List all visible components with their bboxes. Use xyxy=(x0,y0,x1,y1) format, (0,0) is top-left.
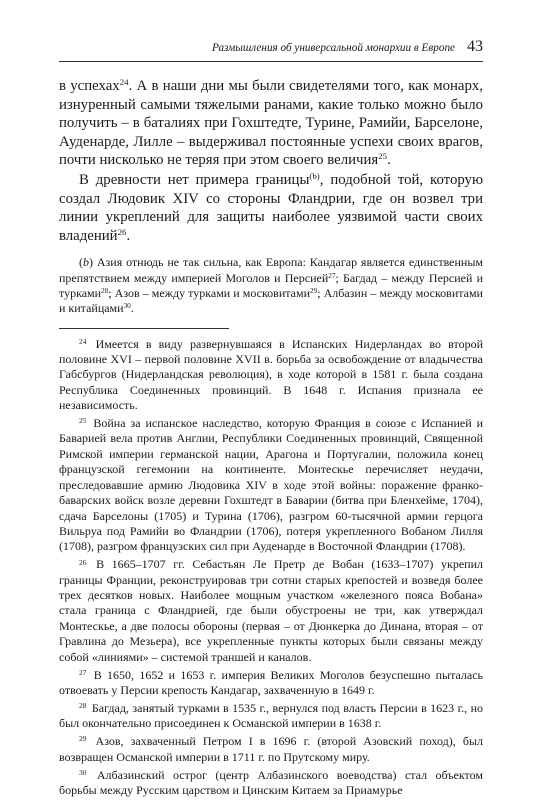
footnote-number: 24 xyxy=(79,336,87,346)
author-note-text xyxy=(59,255,483,315)
footnote-separator xyxy=(59,328,229,329)
footnote-number: 30 xyxy=(79,767,87,777)
text-run: , подобной той, которую создал Людовик XIV со стороны Фландрии, где он возвел три линии укреплений для защиты наиболее уязвимой части своих владений xyxy=(59,171,483,244)
text-run: ; Азов – между турками и московитами xyxy=(108,285,310,300)
footnote-reference: 26 xyxy=(117,226,127,237)
footnote-reference: 25 xyxy=(378,151,388,162)
text-run: . xyxy=(387,152,391,169)
footnote-text: Багдад, занятый турками в 1535 г., вернулся под власть Персии в 1623 г., но был окончательно присоединен к Османской империи в 1638 г. xyxy=(59,700,484,731)
footnote-text: Албазинский острог (центр Албазинского воеводства) стал объектом борьбы между Русским царством и Цинским Китаем за Приамурье xyxy=(59,767,483,797)
footnote-text: Война за испанское наследство, которую Франция в союзе с Испанией и Баварией вела против Англии, Республики Соединенных провинций, Священной Римской империи германской нации, Арагона и Португалии, положила конец французской гегемонии на континенте. Монтескье перечисляет неудачи, преследовавшие армию Людовика XIV в ходе этой войны: поражение франко-баварских войск возле деревни Гохштедт в Баварии (битва при Бленхейме, 1704), сдача Барселоны (1705) и Турина (1706), разгром 60-тысячной армии герцога Вильруа под Рамийи во Фландрии (1706), потеря укрепленного Вобаном Лилля (1708), разгром французских сил при Ауденарде в Восточной Фландрии (1708). xyxy=(59,416,483,554)
paragraph xyxy=(59,171,483,245)
footnote xyxy=(59,668,483,699)
footnote xyxy=(59,768,483,799)
text-run: . А в наши дни мы были свидетелями того, как монарх, изнуренный самыми тяжелыми ранами, какие только можно было получить – в баталиях при Гохштедте, Турине, Рамийи, Барселоне, Ауденарде, Лилле – выдерживал постоянные успехи своих врагов, почти нисколько не теряя при этом своего величия xyxy=(59,78,483,169)
running-title: Размышления об универсальной монархии в Европе xyxy=(212,42,455,54)
running-header xyxy=(59,38,483,62)
footnote-reference: 24 xyxy=(119,77,129,88)
footnote xyxy=(59,337,483,414)
footnote-reference: 30 xyxy=(123,302,131,311)
text-run: В древности нет примера границы xyxy=(79,171,310,188)
footnote xyxy=(59,416,483,555)
page-number: 43 xyxy=(467,38,483,55)
footnote-number: 29 xyxy=(79,734,87,744)
footnote-reference: 29 xyxy=(310,286,318,295)
footnote-text: В 1650, 1652 и 1653 г. империя Великих Моголов безуспешно пыталась отвоевать у Персии крепость Кандагар, захваченную в 1649 г. xyxy=(59,667,484,697)
footnotes xyxy=(59,337,483,799)
text-run: в успехах xyxy=(59,78,120,94)
footnote-text: Азов, захваченный Петром I в 1696 г. (второй Азовский поход), был возвращен Османской империи в 1711 г. по Прутскому миру. xyxy=(59,734,483,764)
footnote-number: 26 xyxy=(79,557,87,567)
main-text xyxy=(59,77,483,245)
footnote-number: 25 xyxy=(79,416,87,426)
text-run: Азия отнюдь не так сильна, как Европа: Кандагар является единственным препятствием между империей Моголов и Персией xyxy=(59,255,483,285)
footnote-text: Имеется в виду развернувшаяся в Испанских Нидерландах во второй половине XVI – первой половине XVII в. борьба за освобождение от владычества Габсбургов (Нидерландская революция), в ходе которой в 1581 г. была создана Республика Соединенных провинций. В 1648 г. Испания признала ее независимость. xyxy=(59,336,484,413)
footnote xyxy=(59,701,483,732)
paragraph xyxy=(59,77,483,170)
footnote-reference: (b) xyxy=(309,171,320,182)
footnote-number: 27 xyxy=(79,667,87,677)
footnote xyxy=(59,557,483,665)
footnote-number: 28 xyxy=(79,701,87,711)
author-note: (b) Азия отнюдь не так сильна, как Европа: Кандагар является единственным препятствием между империей Моголов и Персией$^{27}$; Багдад – между Персией и турками$^{28}$; Азов – между турками и московитами$^{29}$; Албазин – между московитами и китайцами$^{30}$. xyxy=(59,255,484,316)
author-note-mark: b xyxy=(83,255,89,270)
footnote-text: В 1665–1707 гг. Себастьян Ле Претр де Вобан (1633–1707) укрепил границы Франции, реконструировав три сотни старых крепостей и возведя более трех десятков новых. Наиболее мощным участком «железного пояса Вобана» стала граница с Фландрией, где были обустроены не три, как утверждал Монтескье, а две полосы обороны (первая – от Дюнкерка до Динана, вторая – от Гравлина до Мезьера), все укрепленные пункты которых были связаны между собой «линиями» – системой траншей и каналов. xyxy=(59,557,484,664)
footnote xyxy=(59,734,483,765)
text-run: . xyxy=(130,301,134,316)
text-run: . xyxy=(126,227,131,244)
footnote-reference: 27 xyxy=(328,271,336,280)
footnote-reference: 28 xyxy=(101,286,109,295)
text-run: ; Багдад – между Персией и турками xyxy=(59,270,484,300)
book-page xyxy=(59,38,483,801)
text-run: ; Албазин – между московитами и китайцами xyxy=(59,285,483,316)
